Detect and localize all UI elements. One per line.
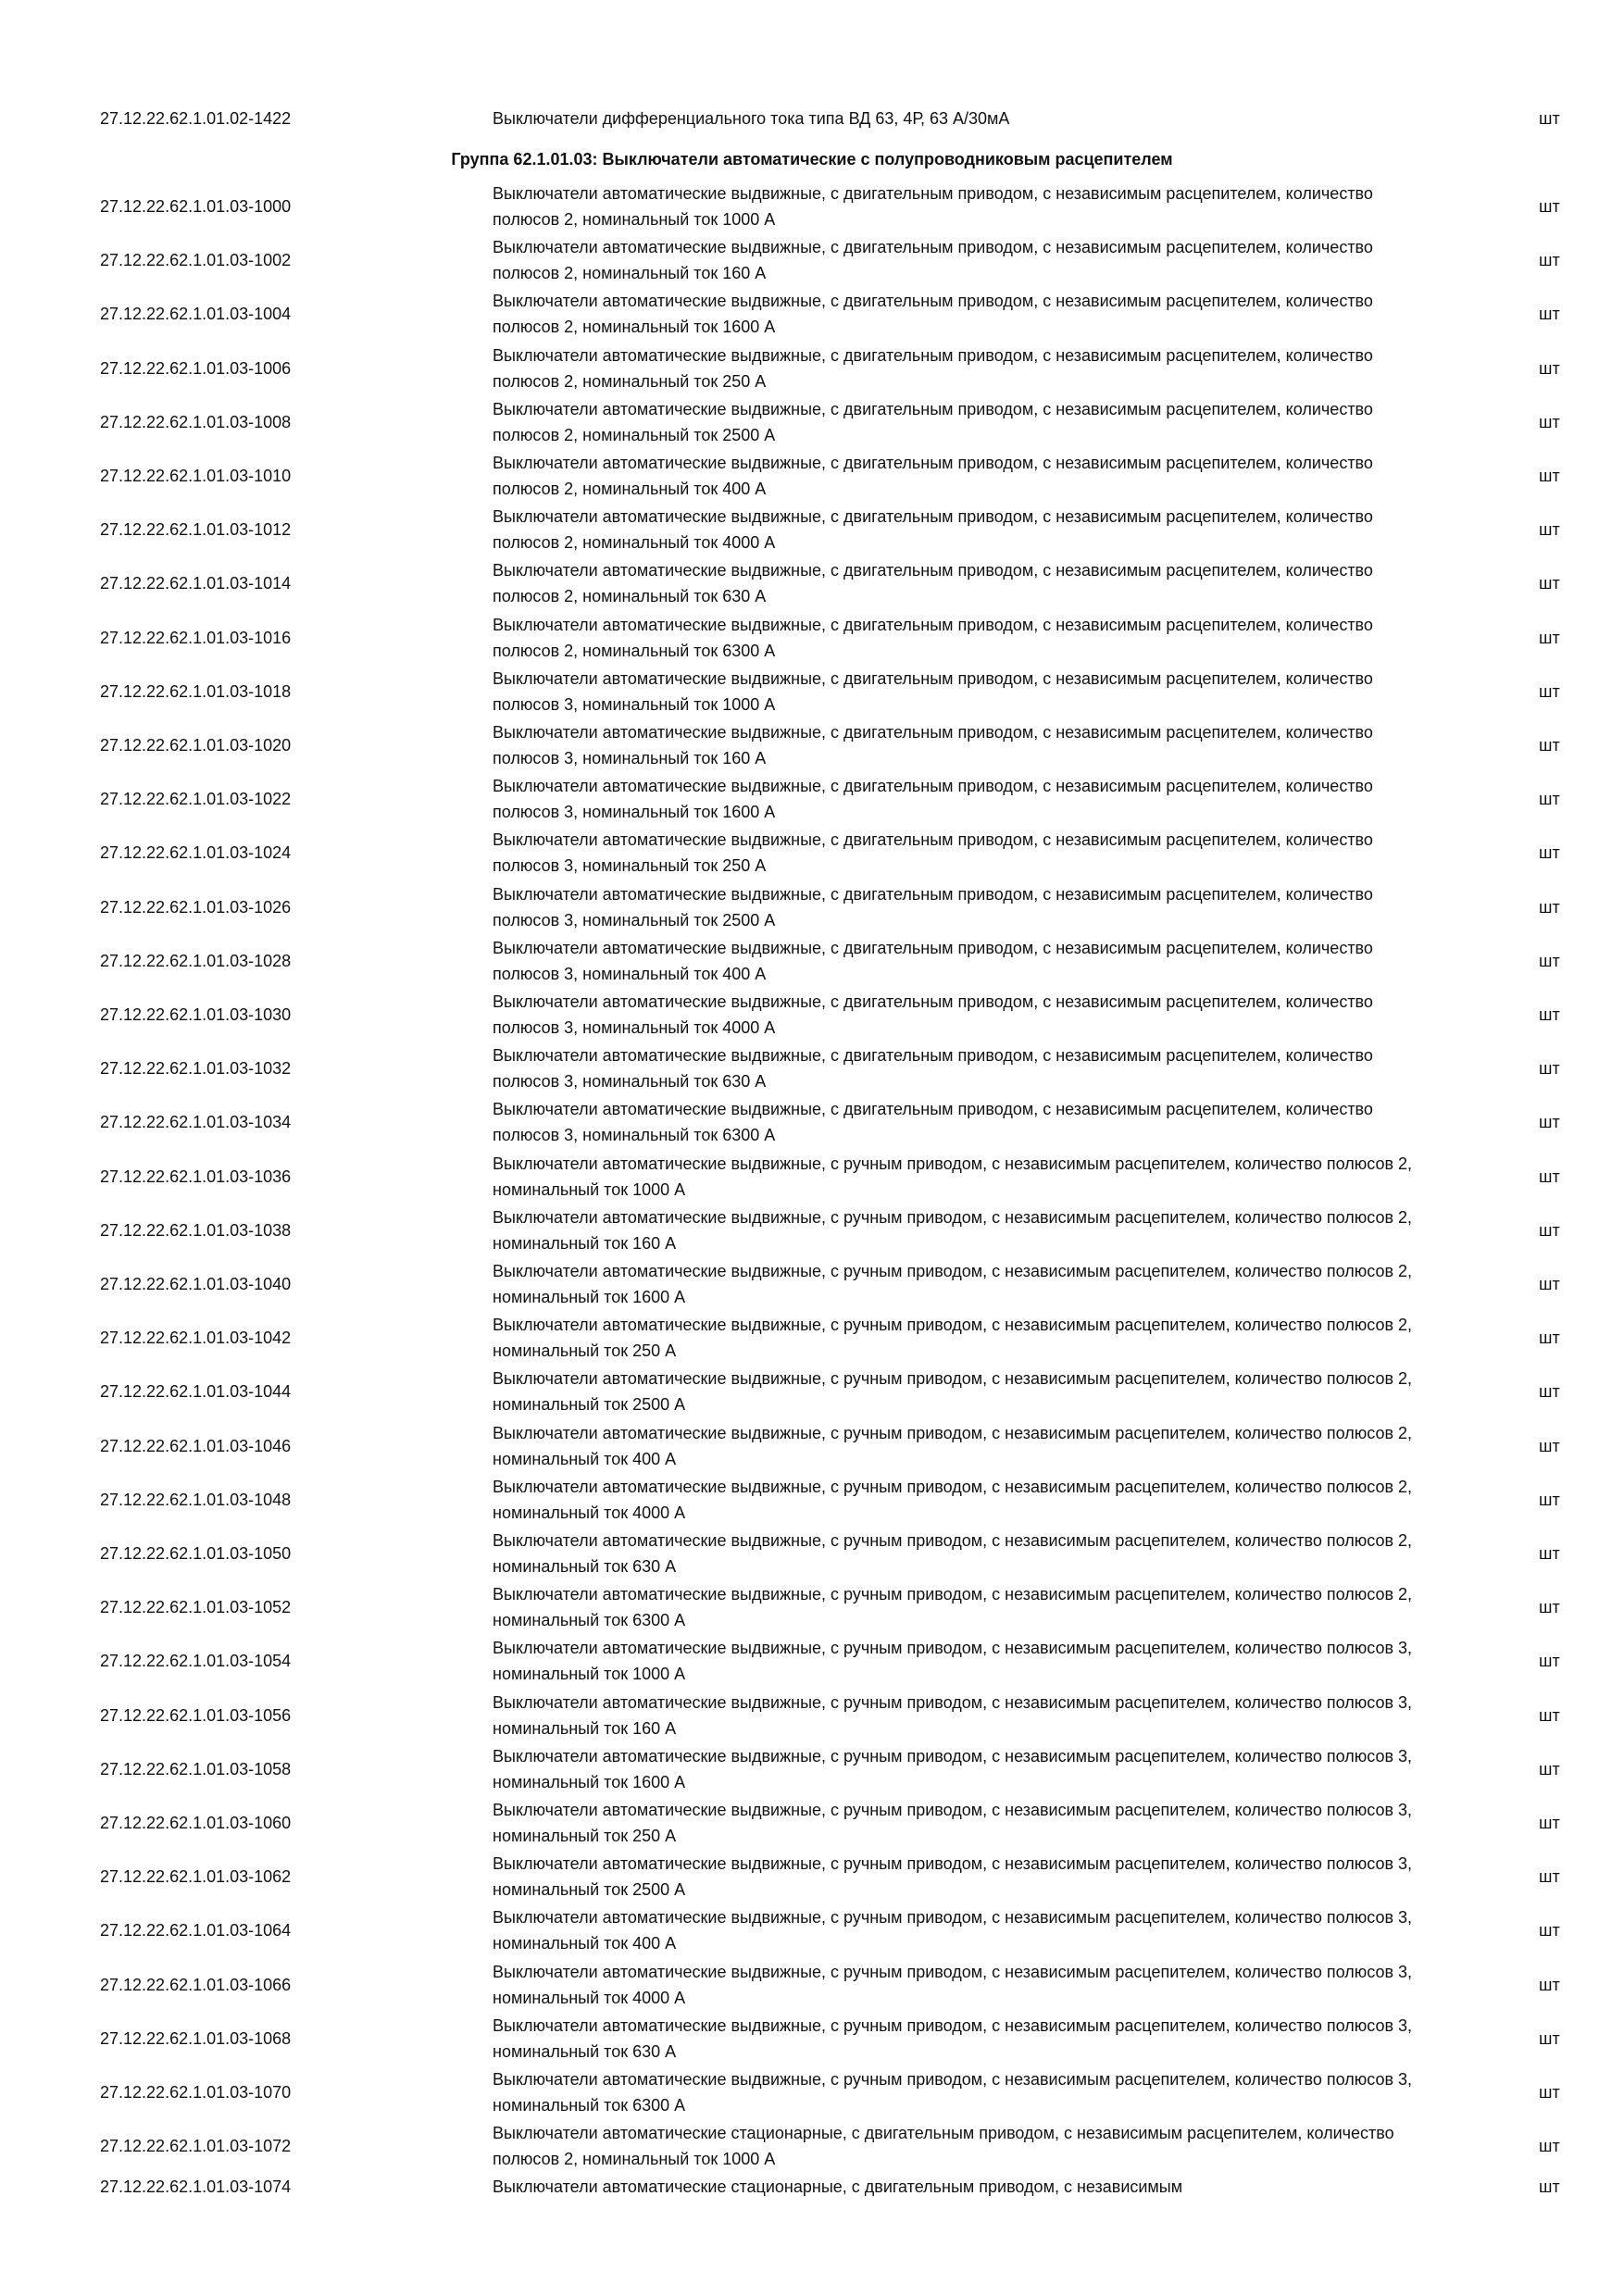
item-code: 27.12.22.62.1.01.03-1014 [100, 574, 292, 593]
item-code: 27.12.22.62.1.01.03-1034 [100, 1113, 292, 1131]
item-description: Выключатели автоматические выдвижные, с двигательным приводом, с независимым расцепителем, количество полюсов 2, номинальный ток 4000 А [493, 507, 1373, 552]
item-unit: шт [1539, 359, 1560, 378]
item-description: Выключатели автоматические выдвижные, с ручным приводом, с независимым расцепителем, количество полюсов 3, номинальный ток 160 А [493, 1693, 1413, 1738]
item-unit: шт [1539, 682, 1560, 701]
item-unit: шт [1539, 251, 1560, 269]
item-code: 27.12.22.62.1.01.03-1032 [100, 1059, 292, 1078]
item-unit: шт [1539, 2177, 1560, 2196]
item-unit: шт [1539, 305, 1560, 323]
item-code: 27.12.22.62.1.01.03-1036 [100, 1167, 292, 1186]
item-description: Выключатели автоматические выдвижные, с двигательным приводом, с независимым расцепителем, количество полюсов 2, номинальный ток 160 А [493, 238, 1373, 282]
item-description: Выключатели автоматические выдвижные, с двигательным приводом, с независимым расцепителем, количество полюсов 3, номинальный ток 4000 А [493, 992, 1373, 1037]
item-code: 27.12.22.62.1.01.03-1028 [100, 952, 292, 970]
item-description: Выключатели автоматические выдвижные, с двигательным приводом, с независимым расцепителем, количество полюсов 3, номинальный ток 630 А [493, 1046, 1373, 1091]
item-description: Выключатели автоматические выдвижные, с двигательным приводом, с независимым расцепителем, количество полюсов 3, номинальный ток 1000 А [493, 669, 1373, 714]
item-description: Выключатели автоматические выдвижные, с ручным приводом, с независимым расцепителем, количество полюсов 3, номинальный ток 400 А [493, 1908, 1413, 1953]
item-code: 27.12.22.62.1.01.03-1018 [100, 682, 292, 701]
item-unit: шт [1539, 1113, 1560, 1131]
item-code: 27.12.22.62.1.01.03-1026 [100, 898, 292, 917]
item-unit: шт [1539, 1598, 1560, 1616]
item-unit: шт [1539, 1491, 1560, 1509]
item-description: Выключатели автоматические выдвижные, с ручным приводом, с независимым расцепителем, количество полюсов 3, номинальный ток 4000 А [493, 1963, 1413, 2007]
item-code: 27.12.22.62.1.01.03-1058 [100, 1760, 292, 1778]
item-description: Выключатели автоматические выдвижные, с двигательным приводом, с независимым расцепителем, количество полюсов 3, номинальный ток 6300 А [493, 1100, 1373, 1144]
item-code: 27.12.22.62.1.01.03-1038 [100, 1221, 292, 1240]
item-description: Выключатели автоматические выдвижные, с двигательным приводом, с независимым расцепителем, количество полюсов 2, номинальный ток 2500 А [493, 400, 1373, 444]
item-code: 27.12.22.62.1.01.03-1046 [100, 1437, 292, 1455]
item-code: 27.12.22.62.1.01.03-1070 [100, 2083, 292, 2102]
item-code: 27.12.22.62.1.01.03-1052 [100, 1598, 292, 1616]
item-code: 27.12.22.62.1.01.03-1008 [100, 413, 292, 431]
item-unit: шт [1539, 197, 1560, 216]
item-code: 27.12.22.62.1.01.03-1048 [100, 1491, 292, 1509]
item-unit: шт [1539, 1706, 1560, 1725]
item-unit: шт [1539, 898, 1560, 917]
item-description: Выключатели автоматические выдвижные, с ручным приводом, с независимым расцепителем, количество полюсов 2, номинальный ток 250 А [493, 1316, 1413, 1360]
item-unit: шт [1539, 1652, 1560, 1670]
item-description: Выключатели автоматические выдвижные, с ручным приводом, с независимым расцепителем, количество полюсов 2, номинальный ток 4000 А [493, 1478, 1413, 1522]
item-code: 27.12.22.62.1.01.03-1060 [100, 1814, 292, 1832]
item-description: Выключатели автоматические выдвижные, с ручным приводом, с независимым расцепителем, количество полюсов 2, номинальный ток 1000 А [493, 1154, 1413, 1199]
item-code: 27.12.22.62.1.01.03-1050 [100, 1544, 292, 1563]
item-unit: шт [1539, 843, 1560, 862]
item-unit: шт [1539, 467, 1560, 485]
item-code: 27.12.22.62.1.01.02-1422 [100, 109, 292, 128]
item-code: 27.12.22.62.1.01.03-1044 [100, 1382, 292, 1401]
item-code: 27.12.22.62.1.01.03-1056 [100, 1706, 292, 1725]
item-unit: шт [1539, 952, 1560, 970]
item-code: 27.12.22.62.1.01.03-1004 [100, 305, 292, 323]
item-description: Выключатели автоматические выдвижные, с двигательным приводом, с независимым расцепителем, количество полюсов 2, номинальный ток 630 А [493, 561, 1373, 605]
item-description: Выключатели автоматические выдвижные, с ручным приводом, с независимым расцепителем, количество полюсов 2, номинальный ток 2500 А [493, 1369, 1413, 1414]
item-code: 27.12.22.62.1.01.03-1002 [100, 251, 292, 269]
item-description: Выключатели автоматические стационарные, с двигательным приводом, с независимым расцепителем, количество полюсов 2, номинальный ток 1000 А [493, 2124, 1394, 2168]
item-unit: шт [1539, 1059, 1560, 1078]
item-code: 27.12.22.62.1.01.03-1030 [100, 1005, 292, 1024]
item-unit: шт [1539, 1921, 1560, 1940]
item-unit: шт [1539, 1167, 1560, 1186]
item-code: 27.12.22.62.1.01.03-1066 [100, 1976, 292, 1994]
item-description: Выключатели автоматические выдвижные, с двигательным приводом, с независимым расцепителем, количество полюсов 3, номинальный ток 160 А [493, 723, 1373, 767]
item-unit: шт [1539, 413, 1560, 431]
item-description: Выключатели автоматические выдвижные, с ручным приводом, с независимым расцепителем, количество полюсов 2, номинальный ток 630 А [493, 1531, 1413, 1576]
item-description: Выключатели дифференциального тока типа ВД 63, 4Р, 63 А/30мА [493, 109, 1010, 128]
group-heading: Группа 62.1.01.03: Выключатели автоматические с полупроводниковым расцепителем [451, 150, 1173, 168]
item-unit: шт [1539, 1976, 1560, 1994]
item-description: Выключатели автоматические выдвижные, с ручным приводом, с независимым расцепителем, количество полюсов 3, номинальный ток 6300 А [493, 2070, 1413, 2115]
item-description: Выключатели автоматические выдвижные, с двигательным приводом, с независимым расцепителем, количество полюсов 2, номинальный ток 6300 А [493, 616, 1373, 660]
item-code: 27.12.22.62.1.01.03-1068 [100, 2029, 292, 2048]
item-code: 27.12.22.62.1.01.03-1072 [100, 2137, 292, 2155]
item-description: Выключатели автоматические выдвижные, с ручным приводом, с независимым расцепителем, количество полюсов 3, номинальный ток 1600 А [493, 1747, 1413, 1791]
item-description: Выключатели автоматические выдвижные, с двигательным приводом, с независимым расцепителем, количество полюсов 3, номинальный ток 250 А [493, 830, 1373, 875]
item-code: 27.12.22.62.1.01.03-1016 [100, 629, 292, 647]
item-unit: шт [1539, 736, 1560, 755]
item-code: 27.12.22.62.1.01.03-1020 [100, 736, 292, 755]
item-code: 27.12.22.62.1.01.03-1010 [100, 467, 292, 485]
item-description: Выключатели автоматические выдвижные, с ручным приводом, с независимым расцепителем, количество полюсов 2, номинальный ток 6300 А [493, 1585, 1413, 1629]
item-unit: шт [1539, 2029, 1560, 2048]
item-description: Выключатели автоматические выдвижные, с двигательным приводом, с независимым расцепителем, количество полюсов 3, номинальный ток 2500 А [493, 885, 1373, 930]
item-code: 27.12.22.62.1.01.03-1074 [100, 2177, 292, 2196]
item-description: Выключатели автоматические выдвижные, с двигательным приводом, с независимым расцепителем, количество полюсов 2, номинальный ток 400 А [493, 454, 1373, 498]
item-unit: шт [1539, 1544, 1560, 1563]
item-code: 27.12.22.62.1.01.03-1024 [100, 843, 292, 862]
item-unit: шт [1539, 1275, 1560, 1293]
item-unit: шт [1539, 790, 1560, 808]
item-unit: шт [1539, 1221, 1560, 1240]
item-unit: шт [1539, 629, 1560, 647]
item-code: 27.12.22.62.1.01.03-1012 [100, 520, 292, 539]
item-description: Выключатели автоматические выдвижные, с ручным приводом, с независимым расцепителем, количество полюсов 2, номинальный ток 1600 А [493, 1262, 1413, 1306]
item-description: Выключатели автоматические выдвижные, с ручным приводом, с независимым расцепителем, количество полюсов 2, номинальный ток 400 А [493, 1424, 1413, 1468]
item-code: 27.12.22.62.1.01.03-1042 [100, 1329, 292, 1347]
item-description: Выключатели автоматические выдвижные, с двигательным приводом, с независимым расцепителем, количество полюсов 2, номинальный ток 1000 А [493, 184, 1373, 229]
item-unit: шт [1539, 1329, 1560, 1347]
item-description: Выключатели автоматические выдвижные, с двигательным приводом, с независимым расцепителем, количество полюсов 3, номинальный ток 400 А [493, 939, 1373, 983]
item-code: 27.12.22.62.1.01.03-1000 [100, 197, 292, 216]
item-code: 27.12.22.62.1.01.03-1022 [100, 790, 292, 808]
item-description: Выключатели автоматические выдвижные, с двигательным приводом, с независимым расцепителем, количество полюсов 3, номинальный ток 1600 А [493, 777, 1373, 821]
item-unit: шт [1539, 520, 1560, 539]
item-description: Выключатели автоматические выдвижные, с двигательным приводом, с независимым расцепителем, количество полюсов 2, номинальный ток 1600 А [493, 292, 1373, 336]
item-unit: шт [1539, 1867, 1560, 1886]
item-description: Выключатели автоматические выдвижные, с двигательным приводом, с независимым расцепителем, количество полюсов 2, номинальный ток 250 А [493, 346, 1373, 391]
item-code: 27.12.22.62.1.01.03-1064 [100, 1921, 292, 1940]
item-description: Выключатели автоматические выдвижные, с ручным приводом, с независимым расцепителем, количество полюсов 3, номинальный ток 2500 А [493, 1854, 1413, 1899]
item-description: Выключатели автоматические стационарные, с двигательным приводом, с независимым [493, 2177, 1183, 2196]
item-description: Выключатели автоматические выдвижные, с ручным приводом, с независимым расцепителем, количество полюсов 2, номинальный ток 160 А [493, 1208, 1413, 1253]
item-description: Выключатели автоматические выдвижные, с ручным приводом, с независимым расцепителем, количество полюсов 3, номинальный ток 630 А [493, 2016, 1413, 2061]
item-code: 27.12.22.62.1.01.03-1054 [100, 1652, 292, 1670]
item-unit: шт [1539, 2083, 1560, 2102]
item-unit: шт [1539, 1382, 1560, 1401]
item-code: 27.12.22.62.1.01.03-1006 [100, 359, 292, 378]
item-unit: шт [1539, 109, 1560, 128]
item-code: 27.12.22.62.1.01.03-1040 [100, 1275, 292, 1293]
item-unit: шт [1539, 1814, 1560, 1832]
item-code: 27.12.22.62.1.01.03-1062 [100, 1867, 292, 1886]
item-unit: шт [1539, 1437, 1560, 1455]
item-unit: шт [1539, 2137, 1560, 2155]
item-description: Выключатели автоматические выдвижные, с ручным приводом, с независимым расцепителем, количество полюсов 3, номинальный ток 250 А [493, 1801, 1413, 1845]
item-description: Выключатели автоматические выдвижные, с ручным приводом, с независимым расцепителем, количество полюсов 3, номинальный ток 1000 А [493, 1639, 1413, 1683]
item-unit: шт [1539, 1005, 1560, 1024]
item-unit: шт [1539, 1760, 1560, 1778]
item-unit: шт [1539, 574, 1560, 593]
